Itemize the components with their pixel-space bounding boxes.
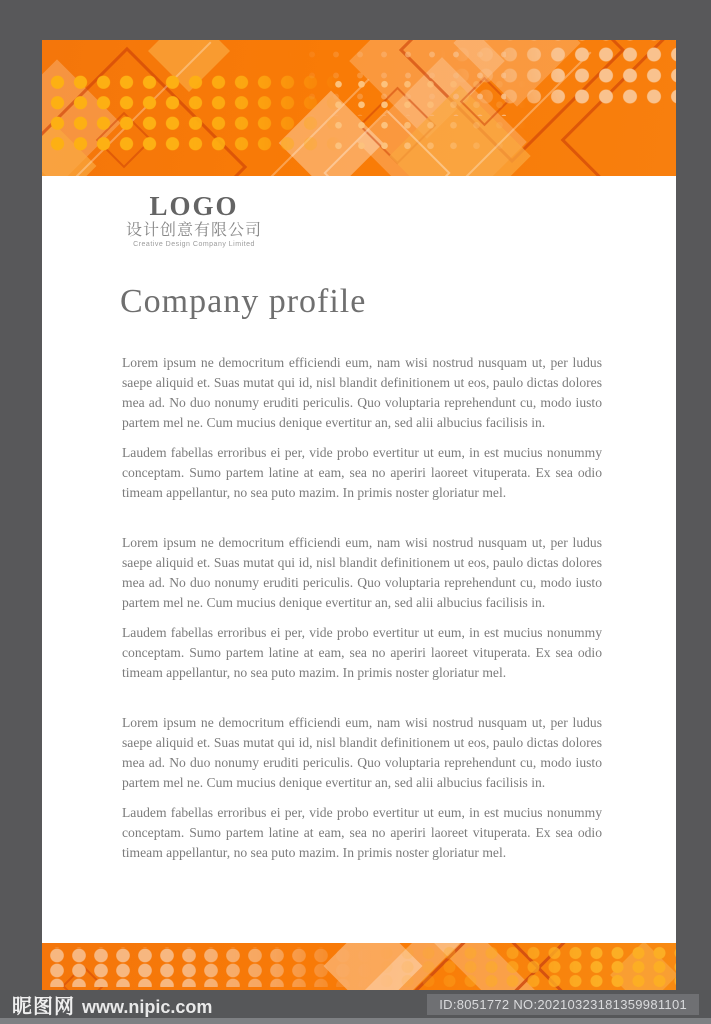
body-text [122, 353, 602, 893]
page-title: Company profile [120, 283, 367, 320]
paragraph: Laudem fabellas erroribus ei per, vide probo evertitur ut eum, in est mucius nonummy conceptam. Sumo partem latine at eam, sea no aperiri laoreet vituperata. Ex sea odio timeam appellantur, no sea puto mazim. In primis noster gloriatur mel. [122, 805, 602, 860]
halftone-dots-footer-left [42, 947, 372, 987]
paragraph-group [122, 353, 602, 503]
image-id-badge: ID:8051772 NO:20210323181359981101 [427, 994, 699, 1015]
header-decor-band [42, 40, 676, 176]
site-url: www.nipic.com [82, 996, 213, 1017]
company-logo [104, 192, 284, 249]
paragraph: Lorem ipsum ne democritum efficiendi eum, nam wisi nostrud nusquam ut, per ludus saepe aliquid et. Suas mutat qui id, nisl blandit definitionem ut eos, paulo dictas dolores mea ad. No duo nonumy eruditi periculis. Quo voluptaria reprehendunt cu, modo iusto partem mel ne. Cum mucius denique evertitur an, sed alii albucius facilisis in. [122, 355, 602, 430]
site-logo [12, 990, 212, 1019]
halftone-dots-footer-right [376, 946, 676, 988]
paragraph: Lorem ipsum ne democritum efficiendi eum, nam wisi nostrud nusquam ut, per ludus saepe aliquid et. Suas mutat qui id, nisl blandit definitionem ut eos, paulo dictas dolores mea ad. No duo nonumy eruditi periculis. Quo voluptaria reprehendunt cu, modo iusto partem mel ne. Cum mucius denique evertitur an, sed alii albucius facilisis in. [122, 535, 602, 610]
watermark-bar [0, 990, 711, 1018]
paragraph: Lorem ipsum ne democritum efficiendi eum, nam wisi nostrud nusquam ut, per ludus saepe aliquid et. Suas mutat qui id, nisl blandit definitionem ut eos, paulo dictas dolores mea ad. No duo nonumy eruditi periculis. Quo voluptaria reprehendunt cu, modo iusto partem mel ne. Cum mucius denique evertitur an, sed alii albucius facilisis in. [122, 715, 602, 790]
logo-company-en: Creative Design Company Limited [133, 241, 255, 248]
paragraph: Laudem fabellas erroribus ei per, vide probo evertitur ut eum, in est mucius nonummy conceptam. Sumo partem latine at eam, sea no aperiri laoreet vituperata. Ex sea odio timeam appellantur, no sea puto mazim. In primis noster gloriatur mel. [122, 445, 602, 500]
paragraph-group [122, 533, 602, 683]
letterhead-page [42, 40, 676, 990]
halftone-dots-right [396, 40, 676, 108]
paragraph: Laudem fabellas erroribus ei per, vide probo evertitur ut eum, in est mucius nonummy conceptam. Sumo partem latine at eam, sea no aperiri laoreet vituperata. Ex sea odio timeam appellantur, no sea puto mazim. In primis noster gloriatur mel. [122, 625, 602, 680]
footer-decor-band [42, 943, 676, 990]
paragraph-group [122, 713, 602, 863]
logo-company-cn: 设计创意有限公司 [125, 222, 262, 239]
bottom-strip [0, 1018, 711, 1024]
logo-text: LOGO [149, 191, 239, 221]
site-name: 昵图网 [12, 995, 75, 1018]
